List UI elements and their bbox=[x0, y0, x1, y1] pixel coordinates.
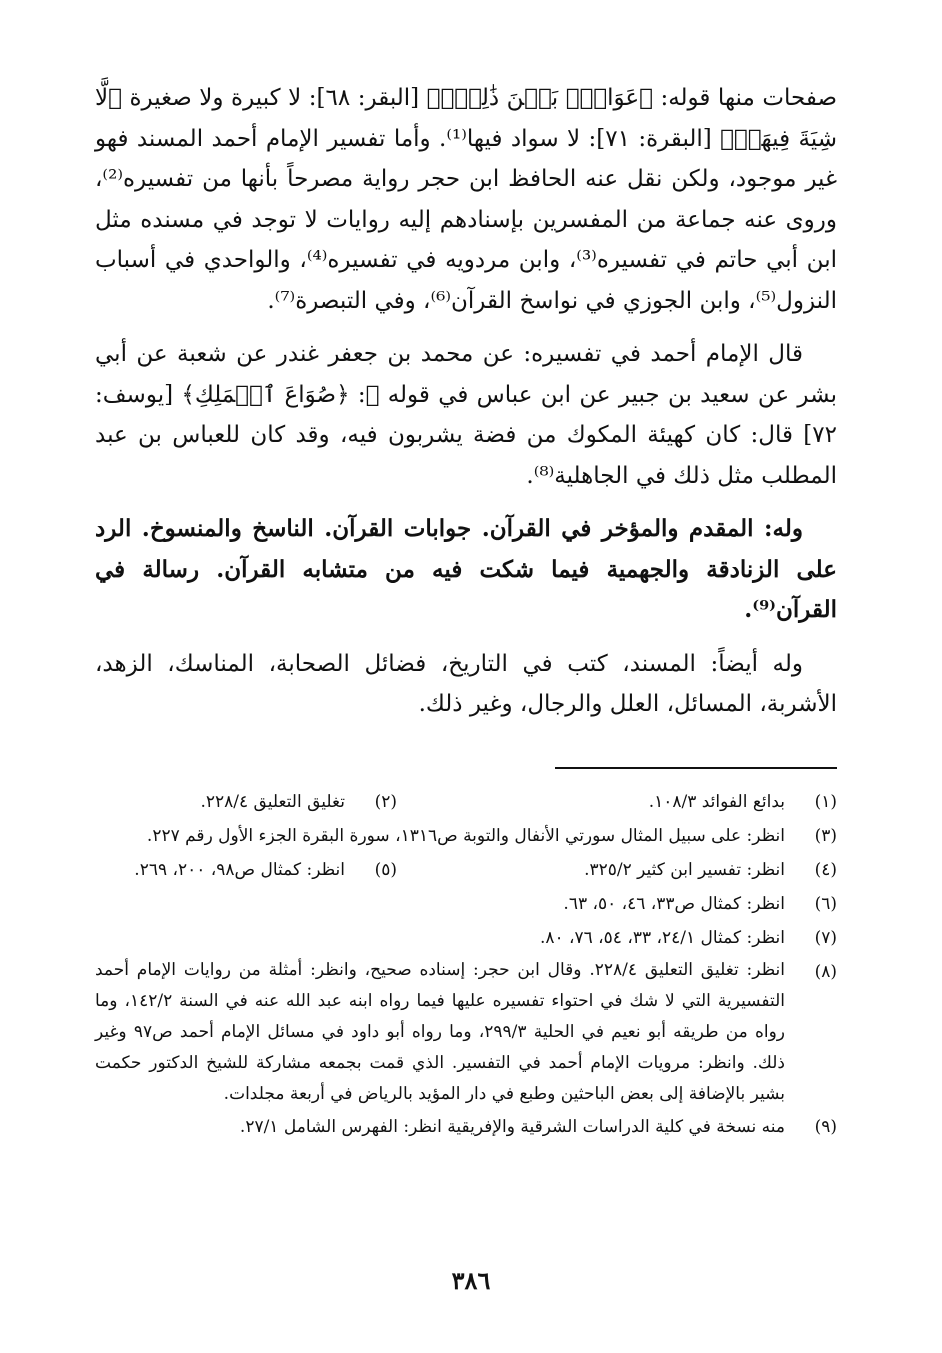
footnote-number: (٩) bbox=[814, 1117, 837, 1137]
footnote-number: (٦) bbox=[814, 894, 837, 914]
footnote-text: انظر: كمثال ٢٤/١، ٣٣، ٥٤، ٧٦، ٨٠. bbox=[539, 928, 785, 948]
footnote-number: (٥) bbox=[374, 860, 397, 880]
footnote-7 bbox=[95, 921, 837, 955]
footnote-number: (١) bbox=[814, 792, 837, 812]
footnote-2 bbox=[200, 785, 397, 819]
footnote-3 bbox=[95, 819, 837, 853]
footnote-1 bbox=[397, 785, 837, 819]
footnote-number: (٤) bbox=[814, 860, 837, 880]
footnote-number: (٧) bbox=[814, 928, 837, 948]
page-number: ٣٨٦ bbox=[451, 1266, 491, 1295]
footnote-text: انظر: كمثال ص٣٣، ٤٦، ٥٠، ٦٣. bbox=[563, 894, 785, 914]
footnote-text: انظر: تفسير ابن كثير ٣٢٥/٢. bbox=[584, 860, 785, 880]
footnote-5 bbox=[134, 853, 397, 887]
footnote-4 bbox=[397, 853, 837, 887]
footnote-number: (٨) bbox=[814, 962, 837, 982]
footnote-text: انظر: تغليق التعليق ٢٢٨/٤. وقال ابن حجر: إسناده صحيح، وانظر: أمثلة من روايات الإمام أحمد التفسيرية التي لا شك في احتواء تفسيره عليها فيما رواه ابنه عبد الله عنه في السنة ١٤٢/٢، وما رواه من طريقه أبو نعيم في الحلية ٢٩٩/٣، وما رواه أبو داود في مسائل الإمام أحمد ص٩٧ وغير ذلك. وانظر: مرويات الإمام أحمد في التفسير. الذي قمت بجمعه مشاركة للشيخ الدكتور حكمت بشير بالإضافة إلى بعض الباحثين وطبع في دار المؤيد بالرياض في أربعة مجلدات. bbox=[95, 960, 786, 1104]
footnotes bbox=[95, 785, 837, 1144]
footnote-9 bbox=[95, 1110, 837, 1144]
footnote-row-1-2 bbox=[95, 785, 837, 819]
footnote-6 bbox=[95, 887, 837, 921]
footnote-divider bbox=[555, 767, 837, 769]
footnote-text: بدائع الفوائد ١٠٨/٣. bbox=[648, 792, 785, 812]
footnote-number: (٢) bbox=[374, 792, 397, 812]
footnote-text: انظر: كمثال ص٩٨، ٢٠٠، ٢٦٩. bbox=[134, 860, 345, 880]
paragraph-4: وله أيضاً: المسند، كتب في التاريخ، فضائل الصحابة، المناسك، الزهد، الأشربة، المسائل، العلل والرجال، وغير ذلك. bbox=[95, 650, 837, 717]
footnote-number: (٣) bbox=[814, 826, 837, 846]
footnote-text: انظر: على سبيل المثال سورتي الأنفال والتوبة ص١٣١٦، سورة البقرة الجزء الأول رقم ٢٢٧. bbox=[146, 826, 785, 846]
paragraph-2: قال الإمام أحمد في تفسيره: عن محمد بن جعفر غندر عن شعبة عن أبي بشر عن سعيد بن جبير عن ابن عباس في قوله ﷻ: ﴿صُوَاعَ ٱلۡمَلِكِ﴾ [يوسف: ٧٢] قال: كان كهيئة المكوك من فضة يشربون فيه، وقد كان للعباس بن عبد المطلب مثل ذلك في الجاهلية⁽⁸⁾. bbox=[95, 341, 837, 489]
main-text bbox=[95, 78, 837, 725]
page-body bbox=[95, 78, 838, 1137]
footnote-row-4-5 bbox=[95, 853, 837, 887]
paragraph-3-works-list: وله: المقدم والمؤخر في القرآن. جوابات القرآن. الناسخ والمنسوخ. الرد على الزنادقة والجهمية فيما شكت فيه من متشابه القرآن. رسالة في القرآن⁽⁹⁾. bbox=[95, 515, 837, 623]
paragraph-1: صفحات منها قوله: ﴿عَوَانُۢ بَيۡنَ ذَٰلِكَۖ﴾ [البقر: ٦٨]: لا كبيرة ولا صغيرة ﴿لَّا شِيَةَ فِيهَاۚ﴾ [البقرة: ٧١]: لا سواد فيها⁽¹⁾. وأما تفسير الإمام أحمد المسند فهو غير موجود، ولكن نقل عنه الحافظ ابن حجر رواية مصرحاً بأنها من تفسيره⁽²⁾، وروى عنه جماعة من المفسرين بإسنادهم إليه روايات لا توجد في مسنده مثل ابن أبي حاتم في تفسيره⁽³⁾، وابن مردويه في تفسيره⁽⁴⁾، والواحدي في أسباب النزول⁽⁵⁾، وابن الجوزي في نواسخ القرآن⁽⁶⁾، وفي التبصرة⁽⁷⁾. bbox=[95, 85, 838, 314]
footnote-text: منه نسخة في كلية الدراسات الشرقية والإفريقية انظر: الفهرس الشامل ٢٧/١. bbox=[239, 1117, 785, 1137]
footnote-text: تغليق التعليق ٢٢٨/٤. bbox=[200, 792, 345, 812]
footnote-8 bbox=[95, 955, 837, 1110]
